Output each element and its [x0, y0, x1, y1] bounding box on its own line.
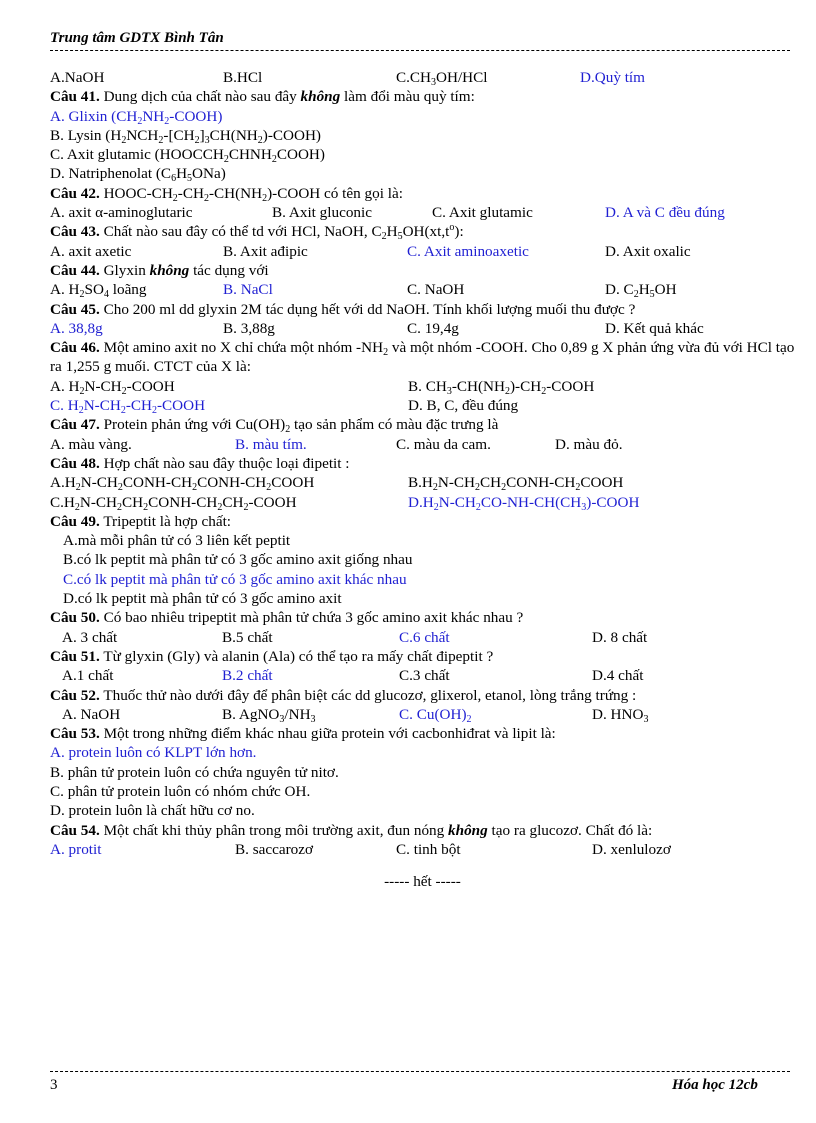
answer-option: C. 19,4g [407, 319, 459, 337]
question-text: Hợp chất nào sau đây thuộc loại đipetit : [99, 454, 350, 472]
question-stem [50, 821, 795, 840]
answer-option: B.2 chất [222, 667, 273, 685]
question-text: HOOC-$CH_2-CH_2-CH(NH_2)$-COOH có tên gọi là: [99, 184, 403, 204]
answer-option: A.1 chất [62, 667, 114, 685]
question-number: Câu 54. [50, 821, 100, 839]
answer-option: B.5 chất [222, 628, 273, 646]
option-row [50, 666, 795, 685]
answer-option: B. $AgNO_3/NH_3$ [222, 705, 316, 725]
answer-option: B. $CH_3-CH(NH_2)-CH_2$-COOH [408, 377, 595, 397]
answer-option: $C.CH_3OH$/HCl [396, 69, 488, 88]
option-row [50, 68, 795, 87]
answer-option: $B.H_2N-CH_2CH_2CONH-CH_2COOH$ [408, 474, 624, 494]
option-row [50, 396, 795, 415]
answer-option: C. Axit glutamic [432, 204, 533, 222]
question-number: Câu 53. [50, 725, 100, 743]
answer-option: C. Axit glutamic $(HOOCCH_2CHNH_2COOH)$ [50, 146, 325, 166]
question-number: Câu 50. [50, 609, 100, 627]
answer-option: D. xenlulozơ [592, 840, 671, 858]
answer-option: A.mà mỗi phân tử có 3 liên kết peptit [63, 532, 291, 550]
option-row [50, 377, 795, 396]
footer-subject: Hóa học 12cb [672, 1077, 758, 1093]
answer-option: $A.H_2N-CH_2CONH-CH_2CONH-CH_2COOH$ [50, 474, 315, 494]
answer-option: $C.H_2N-CH_2CH_2CONH-CH_2CH_2$-COOH [50, 493, 297, 513]
answer-option: A. Glixin $(CH_2NH_2-COOH)$ [50, 107, 223, 127]
answer-option: A. NaOH [62, 705, 121, 723]
option-row [50, 628, 795, 647]
question-stem [50, 184, 795, 203]
question-text: Một chất khi thủy phân trong môi trường axit, đun nóng không tạo ra glucozơ. Chất đó là: [99, 821, 653, 839]
page-number: 3 [50, 1077, 58, 1093]
answer-option: C. NaOH [407, 281, 465, 299]
answer-option: D. B, C, đều đúng [408, 397, 519, 415]
question-number: Câu 48. [50, 454, 100, 472]
answer-option: A. protein luôn có KLPT lớn hơn. [50, 744, 257, 762]
answer-option: C. $H_2N-CH_2-CH_2$-COOH [50, 397, 206, 417]
answer-option: B. Lysin $(H_2NCH_2-[CH_2]_3CH(NH_2)-COOH)$ [50, 126, 321, 146]
option-row [50, 319, 795, 338]
answer-option: A. màu vàng. [50, 435, 132, 453]
answer-option: A. $H_2SO_4$ loãng [50, 281, 147, 301]
question-stem [50, 686, 795, 705]
answer-option: C.3 chất [399, 667, 450, 685]
question-stem [50, 512, 795, 531]
answer-option: C.6 chất [399, 628, 450, 646]
answer-option: C.có lk peptit mà phân tử có 3 gốc amino axit khác nhau [63, 570, 407, 588]
answer-option: A.NaOH [50, 69, 105, 86]
question-number: Câu 41. [50, 88, 100, 106]
question-number: Câu 43. [50, 223, 100, 241]
question-text: Protein phản ứng với $Cu(OH)_2$ tạo sản phẩm có màu đặc trưng là [99, 416, 499, 436]
question-number: Câu 52. [50, 686, 100, 704]
option-row [50, 493, 795, 512]
question-number: Câu 44. [50, 261, 100, 279]
answer-option: C. phân tử protein luôn có nhóm chức OH. [50, 782, 311, 800]
question-text: Có bao nhiêu tripeptit mà phân tử chứa 3 gốc amino axit khác nhau ? [99, 609, 524, 627]
answer-option: B. 3,88g [223, 319, 275, 337]
question-number: Câu 49. [50, 512, 100, 530]
answer-option: B. saccarozơ [235, 840, 314, 858]
option-row [50, 242, 795, 261]
answer-option: D. $HNO_3$ [592, 705, 649, 725]
question-number: Câu 47. [50, 416, 100, 434]
answer-option: D.Quỳ tím [580, 69, 645, 86]
answer-option: B. màu tím. [235, 435, 307, 453]
answer-option: D.có lk peptit mà phân tử có 3 gốc amino axit [63, 590, 342, 608]
answer-option: D. 8 chất [592, 628, 648, 646]
answer-option: D.4 chất [592, 667, 644, 685]
answer-option: D. Axit oxalic [605, 242, 691, 260]
question-text: Một amino axit no X chỉ chứa một nhóm $-NH_2$ và một nhóm -COOH. Cho 0,89 g X phản ứng vừa đủ với HCl tạo ra 1,255 g muối. CTCT của X là: [50, 339, 795, 376]
option-row [50, 280, 795, 299]
answer-option: B. Axit ađipic [223, 242, 308, 260]
answer-option: B.HCl [223, 69, 263, 86]
question-stem [50, 87, 795, 106]
question-number: Câu 46. [50, 339, 100, 357]
answer-option: C. màu da cam. [396, 435, 491, 453]
question-stem [50, 647, 795, 666]
answer-option: B. NaCl [223, 281, 273, 299]
end-marker: ----- hết ----- [384, 873, 461, 891]
option-row [50, 705, 795, 724]
answer-option: D. protein luôn là chất hữu cơ no. [50, 802, 255, 820]
question-stem [50, 454, 795, 473]
footer-divider [50, 1071, 790, 1072]
option-row [50, 435, 795, 454]
question-stem [50, 261, 795, 280]
question-stem [50, 415, 795, 434]
question-text: Chất nào sau đây có thể td với HCl, NaOH, $C_2H_5OH(xt,t^o)$: [99, 222, 464, 243]
answer-option: C. $Cu(OH)_2$ [399, 705, 472, 725]
question-stem [50, 300, 795, 319]
question-text: Dung dịch của chất nào sau đây không làm đổi màu quỳ tím: [99, 88, 475, 106]
answer-option: B.có lk peptit mà phân tử có 3 gốc amino axit giống nhau [63, 551, 413, 569]
question-stem [50, 222, 795, 241]
question-text: Thuốc thử nào dưới đây để phân biệt các dd glucozơ, glixerol, etanol, lòng trắng trứng : [99, 686, 637, 704]
question-stem [50, 724, 795, 743]
option-row [50, 840, 795, 859]
question-number: Câu 42. [50, 184, 100, 202]
answer-option: A. axit α-aminoglutaric [50, 204, 193, 222]
answer-option: D. Kết quả khác [605, 319, 704, 337]
answer-option: D. Natriphenolat $(C_6H_5ONa)$ [50, 165, 226, 185]
question-stem [50, 608, 795, 627]
question-text: Một trong những điểm khác nhau giữa protein với cacbonhiđrat và lipit là: [99, 725, 556, 743]
answer-option: A. 38,8g [50, 319, 103, 337]
answer-option: C. tinh bột [396, 840, 461, 858]
answer-option: D. màu đỏ. [555, 435, 623, 453]
page-header: Trung tâm GDTX Bình Tân [50, 30, 224, 46]
option-row [50, 203, 795, 222]
question-text: Tripeptit là hợp chất: [99, 512, 232, 530]
question-stem [50, 338, 795, 377]
question-number: Câu 45. [50, 300, 100, 318]
question-text: Từ glyxin (Gly) và alanin (Ala) có thể tạo ra mấy chất đipeptit ? [99, 647, 494, 665]
question-list [50, 68, 795, 891]
answer-option: D. $C_2H_5OH$ [605, 281, 677, 301]
answer-option: C. Axit aminoaxetic [407, 242, 529, 260]
question-number: Câu 51. [50, 647, 100, 665]
answer-option: $D.H_2N-CH_2CO-NH-CH(CH_3)$-COOH [408, 493, 640, 513]
question-text: Cho 200 ml dd glyxin 2M tác dụng hết với dd NaOH. Tính khối lượng muối thu được ? [99, 300, 636, 318]
answer-option: A. 3 chất [62, 628, 118, 646]
answer-option: B. Axit gluconic [272, 204, 372, 222]
answer-option: B. phân tử protein luôn có chứa nguyên tử nitơ. [50, 763, 339, 781]
answer-option: A. axit axetic [50, 242, 132, 260]
question-text: Glyxin không tác dụng với [99, 261, 269, 279]
answer-option: A. protit [50, 840, 102, 858]
option-row [50, 473, 795, 492]
header-divider [50, 50, 790, 51]
answer-option: A. $H_2N-CH_2$-COOH [50, 377, 175, 397]
answer-option: D. A và C đều đúng [605, 204, 725, 222]
